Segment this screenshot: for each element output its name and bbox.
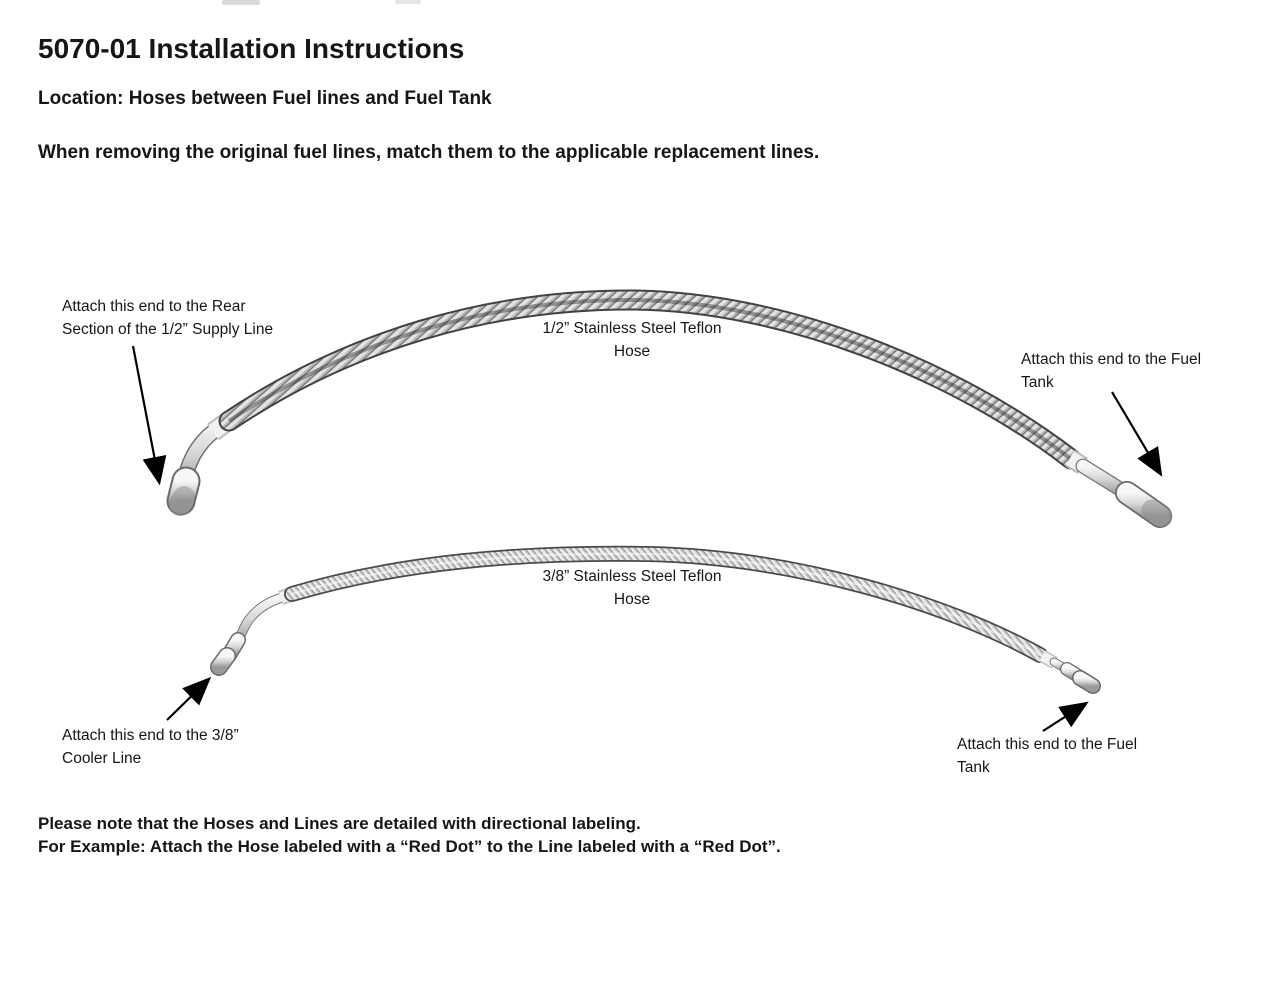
- hose-label-line: Hose: [613, 343, 651, 360]
- callout-line: Attach this end to the Fuel: [1021, 351, 1202, 368]
- callout-fuel-tank-top: [1021, 348, 1201, 394]
- callout-fuel-tank-bottom: [957, 733, 1137, 779]
- hose-label-line: Hose: [613, 591, 651, 608]
- page-title: 5070-01 Installation Instructions: [38, 33, 465, 64]
- arrow-to-supply-line-end: [133, 346, 159, 481]
- location-line: Location: Hoses between Fuel lines and Fuel Tank: [38, 88, 492, 109]
- top-edge-artifact: [222, 0, 421, 5]
- hose-end-cap-ring: [180, 497, 184, 505]
- callout-line: Attach this end to the Fuel: [957, 736, 1138, 753]
- callout-line: Attach this end to the Rear: [62, 298, 246, 315]
- arrow-to-fuel-tank-end-top: [1112, 392, 1160, 473]
- directional-labeling-note: [38, 812, 781, 858]
- callout-line: Attach this end to the 3/8”: [62, 727, 239, 744]
- three-eighths-hose-label: [482, 565, 782, 611]
- half-inch-hose-label: [482, 317, 782, 363]
- callout-line: Cooler Line: [62, 750, 142, 767]
- top-edge-artifact-mark: [395, 0, 421, 4]
- hose-end-cap-ring: [1152, 510, 1162, 517]
- hose-end-cap: [219, 656, 227, 667]
- hose-end-cap: [1080, 678, 1093, 686]
- callout-line: Tank: [1021, 374, 1054, 391]
- hose-label-line: 1/2” Stainless Steel Teflon: [542, 320, 722, 337]
- arrow-to-fuel-tank-end-bottom: [1043, 704, 1085, 731]
- callout-line: Section of the 1/2” Supply Line: [62, 321, 274, 338]
- callout-cooler-line: [62, 724, 239, 770]
- callout-line: Tank: [957, 759, 990, 776]
- intro-line: When removing the original fuel lines, match them to the applicable replacement lines.: [38, 142, 820, 163]
- footnote-line: For Example: Attach the Hose labeled with a “Red Dot” to the Line labeled with a “Red Dot”.: [38, 837, 781, 856]
- hose-label-line: 3/8” Stainless Steel Teflon: [542, 568, 722, 585]
- top-edge-artifact-mark: [222, 0, 260, 5]
- callout-supply-line: [62, 295, 273, 341]
- footnote-line: Please note that the Hoses and Lines are detailed with directional labeling.: [38, 814, 641, 833]
- arrow-to-cooler-line-end: [167, 680, 208, 720]
